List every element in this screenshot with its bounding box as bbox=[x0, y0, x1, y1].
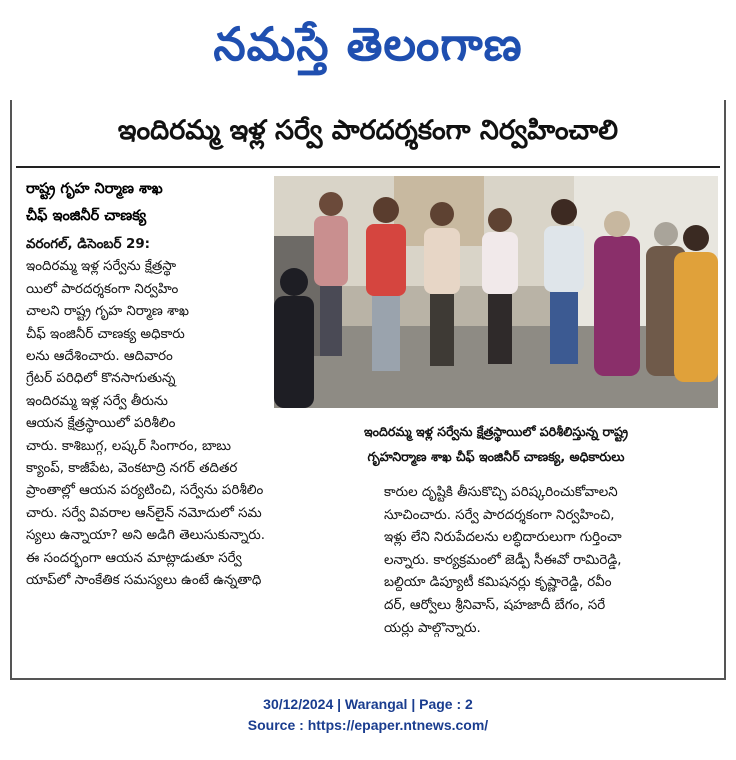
body-line: స్యలు ఉన్నాయా? అని అడిగి తెలుసుకున్నారు. bbox=[26, 528, 266, 544]
body-line: చారు. సర్వే వివరాల ఆన్‌లైన్ నమోదులో సమ bbox=[26, 505, 262, 521]
body-line: యర్లు పాల్గొన్నారు. bbox=[384, 620, 481, 636]
body-line: బల్దియా డిప్యూటీ కమిషనర్లు కృష్ణారెడ్డి, రవీం bbox=[384, 575, 612, 591]
body-line: దర్, ఆర్వోలు శ్రీనివాస్, షహజాదీ బేగం, సరే bbox=[384, 597, 606, 613]
newspaper-title: నమస్తే తెలంగాణ bbox=[213, 17, 523, 71]
body-line: చారు. కాశిబుగ్గ, లష్కర్ సింగారం, బాబు bbox=[26, 438, 231, 454]
body-line: ఇళ్లు లేని నిరుపేదలను లబ్ధిదారులుగా గుర్తించా bbox=[384, 530, 622, 546]
caption-line: ఇందిరమ్మ ఇళ్ల సర్వేను క్షేత్రస్థాయిలో పరిశీలిస్తున్న రాష్ట్ర bbox=[363, 424, 629, 439]
body-line: ఈ సందర్భంగా ఆయన మాట్లాడుతూ సర్వే bbox=[26, 550, 242, 566]
body-line: చీఫ్ ఇంజినీర్ చాణక్య అధికారు bbox=[26, 326, 185, 342]
subhead-line: రాష్ట్ర గృహ నిర్మాణ శాఖ bbox=[26, 181, 163, 197]
body-line: సూచించారు. సర్వే పారదర్శకంగా నిర్వహించి, bbox=[384, 507, 615, 523]
body-line: చాలని రాష్ట్ర గృహ నిర్మాణ శాఖ bbox=[26, 304, 189, 320]
edition-meta: 30/12/2024 | Warangal | Page : 2 bbox=[263, 696, 473, 712]
article-left-column bbox=[26, 234, 266, 593]
photo-caption bbox=[274, 410, 718, 478]
body-line: క్యాంప్, కాజీపేట, వెంకటాద్రి నగర్ తదితర bbox=[26, 461, 238, 477]
headline-rule bbox=[16, 166, 720, 168]
body-line: లన్నారు. కార్యక్రమంలో జెడ్పీ సీఈవో రామిరెడ్డి, bbox=[384, 552, 622, 568]
news-photo bbox=[274, 176, 718, 408]
article-right-column bbox=[384, 482, 718, 640]
masthead bbox=[0, 0, 736, 100]
dateline: వరంగల్, డిసెంబర్ 29: bbox=[26, 237, 151, 252]
news-clipping bbox=[10, 100, 726, 680]
clipping-footer bbox=[0, 694, 736, 736]
body-line: కారుల దృష్టికి తీసుకొచ్చి పరిష్కరించుకోవాలని bbox=[384, 485, 618, 500]
body-line: యిలో పారదర్శకంగా నిర్వహిం bbox=[26, 281, 179, 297]
body-line: లను ఆదేశించారు. ఆదివారం bbox=[26, 349, 173, 365]
body-line: ఇందిరమ్మ ఇళ్ల సర్వే తీరును bbox=[26, 393, 168, 409]
photo-illustration bbox=[274, 176, 718, 408]
body-line: ప్రాంతాల్లో ఆయన పర్యటించి, సర్వేను పరిశీలిం bbox=[26, 483, 264, 499]
article-subhead bbox=[26, 176, 266, 230]
article-headline: ఇందిరమ్మ ఇళ్ల సర్వే పారదర్శకంగా నిర్వహించాలి bbox=[117, 115, 619, 146]
body-line: ఇందిరమ్మ ఇళ్ల సర్వేను క్షేత్రస్థా bbox=[26, 259, 177, 275]
subhead-line: చీఫ్ ఇంజినీర్ చాణక్య bbox=[26, 208, 147, 224]
body-line: గ్రేటర్ పరిధిలో కొనసాగుతున్న bbox=[26, 371, 176, 387]
source-link[interactable]: Source : https://epaper.ntnews.com/ bbox=[247, 717, 489, 733]
body-line: యాప్‌లో సాంకేతిక సమస్యలు ఉంటే ఉన్నతాధి bbox=[26, 573, 262, 589]
body-line: ఆయన క్షేత్రస్థాయిలో పరిశీలిం bbox=[26, 416, 176, 432]
caption-line: గృహనిర్మాణ శాఖ చీఫ్ ఇంజినీర్ చాణక్య, అధికారులు bbox=[367, 449, 625, 464]
